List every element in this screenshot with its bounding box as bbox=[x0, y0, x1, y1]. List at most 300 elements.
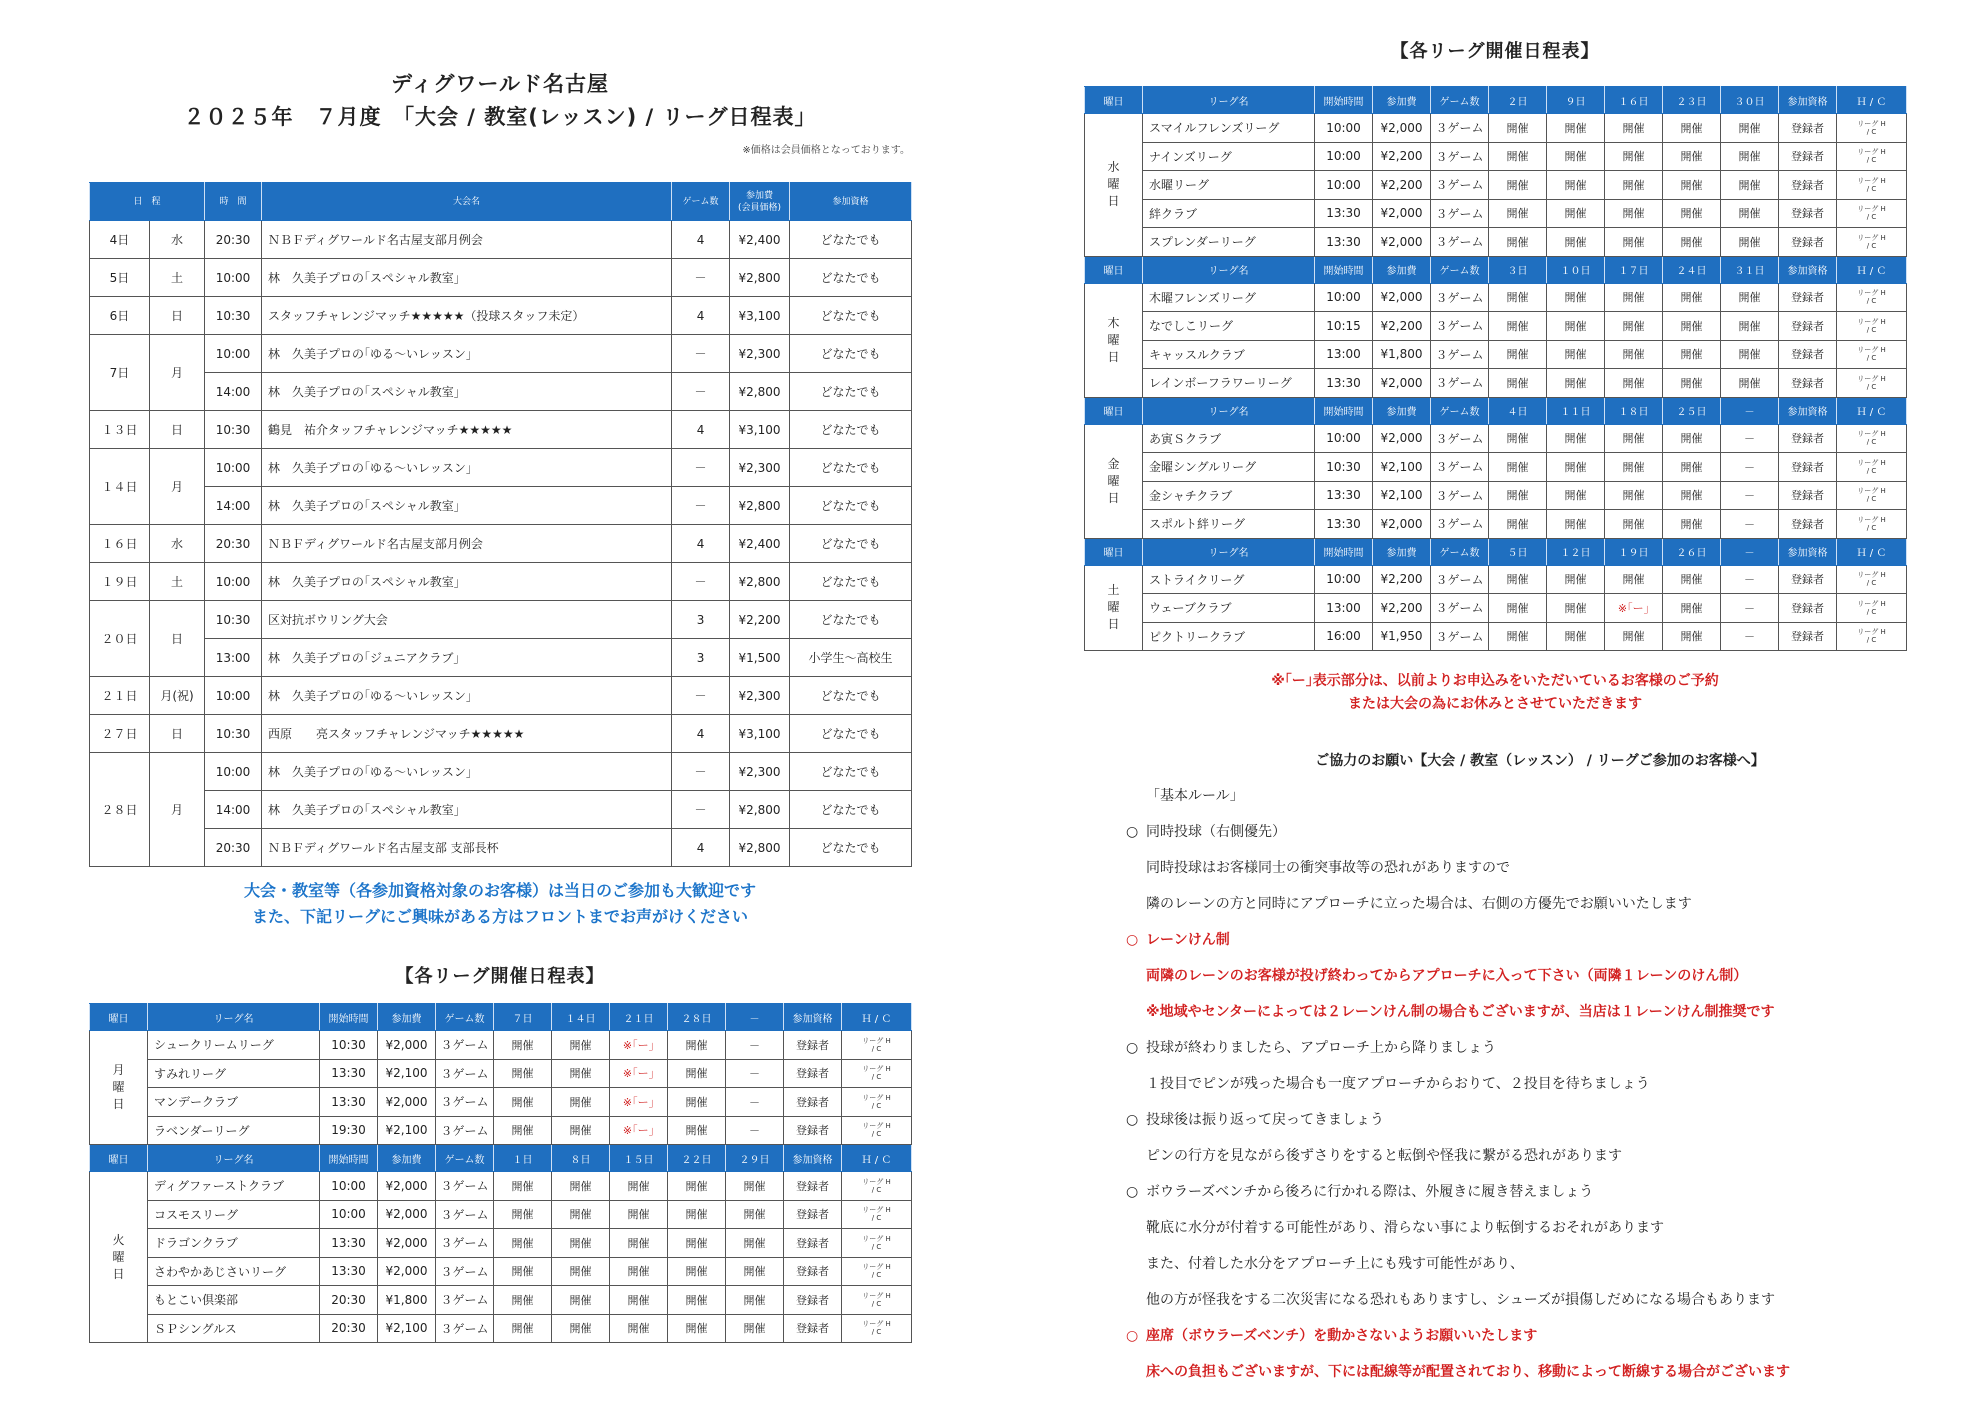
league-fee: ¥2,000 bbox=[378, 1088, 436, 1117]
league-hc: リーグ H / C bbox=[1837, 199, 1907, 228]
rule-text: 隣のレーンの方と同時にアプローチに立った場合は、右側の方優先でお願いいたします bbox=[1146, 896, 1692, 912]
league-date-status: 開催 bbox=[1547, 453, 1605, 482]
welcome-note bbox=[89, 878, 911, 930]
weekday-label: 火曜日 bbox=[112, 1232, 125, 1281]
page-title: ディグワールド名古屋 bbox=[391, 72, 609, 96]
circle-icon: ○ bbox=[1126, 1112, 1139, 1128]
league-date-status: 開催 bbox=[1489, 312, 1547, 341]
header-name: 大会名 bbox=[262, 183, 672, 221]
event-games: 4 bbox=[672, 297, 730, 335]
league-date-status: 開催 bbox=[1547, 283, 1605, 312]
league-date-status: 開催 bbox=[1489, 565, 1547, 594]
table-row bbox=[90, 753, 912, 791]
league-weekday bbox=[1085, 565, 1143, 651]
league-date-status: 開催 bbox=[1605, 565, 1663, 594]
league-date-status: 開催 bbox=[494, 1088, 552, 1117]
event-fee: ¥2,800 bbox=[730, 791, 790, 829]
league-games: ３ゲーム bbox=[436, 1116, 494, 1145]
event-games: 4 bbox=[672, 411, 730, 449]
league-fee: ¥2,000 bbox=[378, 1172, 436, 1201]
league-time: 13:30 bbox=[320, 1059, 378, 1088]
league-header-cell: 参加費 bbox=[378, 1145, 436, 1172]
league-header-cell: リーグ名 bbox=[1143, 538, 1315, 565]
league-date-status: － bbox=[726, 1059, 784, 1088]
league-date-status: 開催 bbox=[1721, 340, 1779, 369]
league-date-status: 開催 bbox=[1663, 171, 1721, 200]
league-section-title-right: 【各リーグ開催日程表】 bbox=[1390, 41, 1600, 62]
league-eligibility: 登録者 bbox=[784, 1088, 842, 1117]
event-fee: ¥2,300 bbox=[730, 753, 790, 791]
league-date-status: 開催 bbox=[494, 1286, 552, 1315]
league-time: 13:30 bbox=[1315, 199, 1373, 228]
weekday-label: 月曜日 bbox=[112, 1063, 125, 1111]
league-date-status: 開催 bbox=[1547, 312, 1605, 341]
league-date-status: 開催 bbox=[1605, 369, 1663, 398]
league-name: キャッスルクラブ bbox=[1143, 340, 1315, 369]
league-name: ピクトリークラブ bbox=[1143, 622, 1315, 651]
event-weekday: 水 bbox=[150, 221, 205, 259]
league-games: ３ゲーム bbox=[1431, 481, 1489, 510]
league-eligibility: 登録者 bbox=[1779, 594, 1837, 623]
league-games: ３ゲーム bbox=[1431, 424, 1489, 453]
event-header-row bbox=[90, 183, 912, 221]
rule-text: 「基本ルール」 bbox=[1146, 788, 1244, 804]
league-header-cell: Ｈ / Ｃ bbox=[1837, 397, 1907, 424]
league-header-cell: 開始時間 bbox=[1315, 538, 1373, 565]
league-header-cell: 参加資格 bbox=[1779, 538, 1837, 565]
league-date-status: 開催 bbox=[668, 1314, 726, 1343]
league-section-title-left: 【各リーグ開催日程表】 bbox=[395, 966, 605, 987]
league-date-status: 開催 bbox=[1489, 481, 1547, 510]
league-date-status: 開催 bbox=[1663, 283, 1721, 312]
league-fee: ¥2,000 bbox=[378, 1200, 436, 1229]
league-fee: ¥2,100 bbox=[378, 1116, 436, 1145]
league-date-status: － bbox=[1721, 453, 1779, 482]
event-games: 4 bbox=[672, 715, 730, 753]
table-row bbox=[1085, 142, 1907, 171]
table-row bbox=[90, 1172, 912, 1201]
event-name: 林 久美子プロの｢ゆる〜いレッスン｣ bbox=[262, 335, 672, 373]
league-time: 10:00 bbox=[320, 1172, 378, 1201]
league-eligibility: 登録者 bbox=[1779, 228, 1837, 257]
event-date: １４日 bbox=[90, 449, 150, 525]
league-date-status: 開催 bbox=[1663, 199, 1721, 228]
league-header-cell: ３０日 bbox=[1721, 87, 1779, 114]
rule-line bbox=[1100, 1174, 1940, 1210]
league-header-row bbox=[90, 1145, 912, 1172]
table-row bbox=[90, 411, 912, 449]
event-weekday: 月 bbox=[150, 753, 205, 867]
league-header-cell: 曜日 bbox=[90, 1145, 148, 1172]
event-eligibility: どなたでも bbox=[790, 373, 912, 411]
table-row bbox=[1085, 228, 1907, 257]
league-header-cell: 参加資格 bbox=[1779, 397, 1837, 424]
league-header-cell: 参加資格 bbox=[784, 1145, 842, 1172]
circle-icon: ○ bbox=[1126, 1328, 1139, 1344]
table-row bbox=[90, 1116, 912, 1145]
league-games: ３ゲーム bbox=[436, 1200, 494, 1229]
price-note: ※価格は会員価格となっております。 bbox=[742, 145, 910, 156]
event-fee: ¥2,800 bbox=[730, 563, 790, 601]
league-date-status: 開催 bbox=[1663, 622, 1721, 651]
league-games: ３ゲーム bbox=[1431, 283, 1489, 312]
league-date-status: 開催 bbox=[726, 1286, 784, 1315]
event-time: 10:00 bbox=[205, 753, 262, 791]
league-header-cell: － bbox=[1721, 538, 1779, 565]
event-weekday: 月 bbox=[150, 335, 205, 411]
league-header-cell: １５日 bbox=[610, 1145, 668, 1172]
rule-line bbox=[1100, 1210, 1940, 1246]
league-header-cell: 曜日 bbox=[1085, 87, 1143, 114]
league-time: 10:00 bbox=[1315, 424, 1373, 453]
league-date-status: 開催 bbox=[494, 1257, 552, 1286]
event-eligibility: どなたでも bbox=[790, 525, 912, 563]
league-header-cell: １４日 bbox=[552, 1004, 610, 1031]
event-date: １３日 bbox=[90, 411, 150, 449]
league-date-status: 開催 bbox=[1721, 114, 1779, 143]
rule-line bbox=[1100, 1066, 1940, 1102]
event-time: 10:30 bbox=[205, 411, 262, 449]
league-date-status: 開催 bbox=[1489, 594, 1547, 623]
league-date-status: 開催 bbox=[1489, 114, 1547, 143]
league-time: 10:00 bbox=[1315, 142, 1373, 171]
league-date-status: － bbox=[726, 1088, 784, 1117]
league-header-row bbox=[1085, 538, 1907, 565]
rule-text: ピンの行方を見ながら後ずさりをすると転倒や怪我に繋がる恐れがあります bbox=[1146, 1148, 1622, 1164]
league-date-status: 開催 bbox=[552, 1088, 610, 1117]
league-time: 13:30 bbox=[1315, 510, 1373, 539]
table-row bbox=[1085, 171, 1907, 200]
league-date-status: ※｢ー｣ bbox=[610, 1059, 668, 1088]
league-time: 10:00 bbox=[1315, 565, 1373, 594]
league-name: ラベンダーリーグ bbox=[148, 1116, 320, 1145]
event-eligibility: どなたでも bbox=[790, 753, 912, 791]
league-games: ３ゲーム bbox=[1431, 369, 1489, 398]
league-fee: ¥2,000 bbox=[1373, 424, 1431, 453]
league-date-status: 開催 bbox=[1489, 199, 1547, 228]
welcome-note-line1: 大会・教室等（各参加資格対象のお客様）は当日のご参加も大歓迎です bbox=[243, 881, 756, 900]
league-hc: リーグ H / C bbox=[842, 1257, 912, 1286]
league-fee: ¥2,100 bbox=[378, 1059, 436, 1088]
league-date-status: 開催 bbox=[1547, 142, 1605, 171]
league-date-status: 開催 bbox=[610, 1200, 668, 1229]
league-fee: ¥2,000 bbox=[1373, 283, 1431, 312]
league-eligibility: 登録者 bbox=[1779, 622, 1837, 651]
league-header-cell: ゲーム数 bbox=[436, 1145, 494, 1172]
league-date-status: 開催 bbox=[552, 1200, 610, 1229]
league-date-status: 開催 bbox=[1489, 228, 1547, 257]
league-header-cell: ５日 bbox=[1489, 538, 1547, 565]
league-weekday bbox=[1085, 424, 1143, 538]
league-games: ３ゲーム bbox=[1431, 142, 1489, 171]
league-date-status: 開催 bbox=[552, 1229, 610, 1258]
league-hc: リーグ H / C bbox=[1837, 481, 1907, 510]
event-date: ２８日 bbox=[90, 753, 150, 867]
event-name: スタッフチャレンジマッチ★★★★★（投球スタッフ未定） bbox=[262, 297, 672, 335]
league-fee: ¥2,000 bbox=[378, 1031, 436, 1060]
league-header-cell: リーグ名 bbox=[1143, 87, 1315, 114]
league-header-row bbox=[90, 1004, 912, 1031]
league-date-status: 開催 bbox=[1489, 453, 1547, 482]
rule-line bbox=[1100, 1102, 1940, 1138]
rule-text: 座席（ボウラーズベンチ）を動かさないようお願いいたします bbox=[1146, 1328, 1538, 1344]
league-header-cell: Ｈ / Ｃ bbox=[1837, 538, 1907, 565]
league-date-status: 開催 bbox=[1663, 481, 1721, 510]
league-date-status: 開催 bbox=[610, 1257, 668, 1286]
circle-icon: ○ bbox=[1126, 932, 1139, 948]
event-eligibility: どなたでも bbox=[790, 829, 912, 867]
league-eligibility: 登録者 bbox=[1779, 453, 1837, 482]
rule-line bbox=[1100, 814, 1940, 850]
event-time: 10:00 bbox=[205, 563, 262, 601]
rule-text: 同時投球はお客様同士の衝突事故等の恐れがありますので bbox=[1146, 860, 1510, 876]
league-date-status: 開催 bbox=[1547, 340, 1605, 369]
event-time: 10:30 bbox=[205, 601, 262, 639]
league-header-cell: 曜日 bbox=[1085, 256, 1143, 283]
league-name: シュークリームリーグ bbox=[148, 1031, 320, 1060]
league-fee: ¥1,800 bbox=[1373, 340, 1431, 369]
league-eligibility: 登録者 bbox=[1779, 312, 1837, 341]
league-header-cell: ２８日 bbox=[668, 1004, 726, 1031]
table-row bbox=[90, 677, 912, 715]
event-fee: ¥1,500 bbox=[730, 639, 790, 677]
league-fee: ¥2,200 bbox=[1373, 565, 1431, 594]
rule-text: 他の方が怪我をする二次災害になる恐れもありますし、シューズが損傷しだめになる場合もあります bbox=[1146, 1292, 1776, 1308]
header-fee-line1: 参加費 bbox=[746, 190, 774, 201]
league-eligibility: 登録者 bbox=[1779, 340, 1837, 369]
event-weekday: 土 bbox=[150, 259, 205, 297]
league-date-status: ※｢ー｣ bbox=[610, 1031, 668, 1060]
table-row bbox=[1085, 622, 1907, 651]
rule-text: レーンけん制 bbox=[1146, 932, 1230, 948]
league-date-status: 開催 bbox=[668, 1059, 726, 1088]
league-time: 10:15 bbox=[1315, 312, 1373, 341]
table-row bbox=[1085, 114, 1907, 143]
league-hc: リーグ H / C bbox=[842, 1200, 912, 1229]
event-date: １６日 bbox=[90, 525, 150, 563]
league-header-cell: 開始時間 bbox=[1315, 87, 1373, 114]
league-eligibility: 登録者 bbox=[784, 1172, 842, 1201]
rule-text: 投球が終わりましたら、アプローチ上から降りましょう bbox=[1146, 1040, 1496, 1056]
rule-line bbox=[1100, 1282, 1940, 1318]
league-header-cell: リーグ名 bbox=[148, 1004, 320, 1031]
event-time: 20:30 bbox=[205, 525, 262, 563]
league-date-status: 開催 bbox=[1663, 594, 1721, 623]
league-hc: リーグ H / C bbox=[1837, 594, 1907, 623]
league-header-row bbox=[1085, 256, 1907, 283]
event-fee: ¥2,800 bbox=[730, 829, 790, 867]
league-hc: リーグ H / C bbox=[1837, 312, 1907, 341]
league-fee: ¥2,100 bbox=[1373, 481, 1431, 510]
league-name: ウェーブクラブ bbox=[1143, 594, 1315, 623]
event-name: 林 久美子プロの｢ジュニアクラブ｣ bbox=[262, 639, 672, 677]
league-header-cell: ゲーム数 bbox=[1431, 538, 1489, 565]
league-fee: ¥2,100 bbox=[1373, 453, 1431, 482]
league-date-status: 開催 bbox=[668, 1031, 726, 1060]
league-time: 10:00 bbox=[1315, 171, 1373, 200]
league-header-cell: 曜日 bbox=[90, 1004, 148, 1031]
event-name: 林 久美子プロの｢スペシャル教室｣ bbox=[262, 487, 672, 525]
event-eligibility: どなたでも bbox=[790, 411, 912, 449]
league-hc: リーグ H / C bbox=[1837, 622, 1907, 651]
league-date-status: 開催 bbox=[1663, 142, 1721, 171]
event-fee: ¥3,100 bbox=[730, 715, 790, 753]
league-fee: ¥2,200 bbox=[1373, 171, 1431, 200]
weekday-label: 木曜日 bbox=[1107, 315, 1120, 364]
event-games: － bbox=[672, 373, 730, 411]
league-name: なでしこリーグ bbox=[1143, 312, 1315, 341]
league-date-status: － bbox=[726, 1031, 784, 1060]
event-eligibility: どなたでも bbox=[790, 677, 912, 715]
league-date-status: 開催 bbox=[1721, 369, 1779, 398]
league-date-status: 開催 bbox=[1605, 481, 1663, 510]
league-header-cell: ８日 bbox=[552, 1145, 610, 1172]
league-date-status: 開催 bbox=[494, 1314, 552, 1343]
league-header-cell: １７日 bbox=[1605, 256, 1663, 283]
league-header-cell: ２４日 bbox=[1663, 256, 1721, 283]
league-header-cell: ゲーム数 bbox=[1431, 397, 1489, 424]
league-time: 20:30 bbox=[320, 1314, 378, 1343]
event-time: 10:00 bbox=[205, 335, 262, 373]
table-row bbox=[1085, 340, 1907, 369]
league-header-cell: ４日 bbox=[1489, 397, 1547, 424]
rule-line bbox=[1100, 958, 1940, 994]
event-schedule-table bbox=[89, 182, 912, 867]
league-date-status: 開催 bbox=[668, 1200, 726, 1229]
table-row bbox=[90, 297, 912, 335]
league-date-status: 開催 bbox=[1663, 369, 1721, 398]
circle-icon: ○ bbox=[1126, 1184, 1139, 1200]
league-date-status: 開催 bbox=[610, 1172, 668, 1201]
league-header-cell: ２６日 bbox=[1663, 538, 1721, 565]
league-time: 20:30 bbox=[320, 1286, 378, 1315]
event-weekday: 月(祝) bbox=[150, 677, 205, 715]
header-time: 時 間 bbox=[205, 183, 262, 221]
event-time: 10:30 bbox=[205, 297, 262, 335]
closure-note-line1: ※｢ー｣表示部分は、以前よりお申込みをいただいているお客様のご予約 bbox=[1271, 673, 1719, 689]
league-date-status: 開催 bbox=[1605, 114, 1663, 143]
league-date-status: 開催 bbox=[1605, 340, 1663, 369]
league-header-cell: 曜日 bbox=[1085, 397, 1143, 424]
cooperation-title: ご協力のお願い【大会 / 教室（レッスン） / リーグご参加のお客様へ】 bbox=[1315, 753, 1765, 769]
league-header-cell: １１日 bbox=[1547, 397, 1605, 424]
league-eligibility: 登録者 bbox=[784, 1286, 842, 1315]
league-time: 13:30 bbox=[1315, 369, 1373, 398]
league-date-status: 開催 bbox=[552, 1314, 610, 1343]
league-date-status: 開催 bbox=[668, 1172, 726, 1201]
rule-text: また、付着した水分をアプローチ上にも残す可能性があり、 bbox=[1146, 1256, 1524, 1272]
league-header-cell: 参加費 bbox=[1373, 87, 1431, 114]
table-row bbox=[1085, 369, 1907, 398]
league-date-status: 開催 bbox=[1663, 424, 1721, 453]
league-date-status: 開催 bbox=[610, 1314, 668, 1343]
league-weekday bbox=[90, 1031, 148, 1145]
league-eligibility: 登録者 bbox=[1779, 114, 1837, 143]
league-hc: リーグ H / C bbox=[1837, 453, 1907, 482]
league-header-cell: － bbox=[1721, 397, 1779, 424]
event-games: 3 bbox=[672, 601, 730, 639]
league-eligibility: 登録者 bbox=[784, 1314, 842, 1343]
rule-text: 靴底に水分が付着する可能性があり、滑らない事により転倒するおそれがあります bbox=[1146, 1220, 1664, 1236]
event-weekday: 日 bbox=[150, 715, 205, 753]
rule-line bbox=[1100, 994, 1940, 1030]
header-fee bbox=[730, 183, 790, 221]
event-eligibility: どなたでも bbox=[790, 563, 912, 601]
league-eligibility: 登録者 bbox=[784, 1257, 842, 1286]
league-date-status: － bbox=[1721, 594, 1779, 623]
league-games: ３ゲーム bbox=[1431, 228, 1489, 257]
event-date: ２０日 bbox=[90, 601, 150, 677]
league-header-cell: 参加費 bbox=[378, 1004, 436, 1031]
table-row bbox=[90, 487, 912, 525]
league-date-status: 開催 bbox=[552, 1286, 610, 1315]
event-time: 10:00 bbox=[205, 449, 262, 487]
table-row bbox=[90, 1286, 912, 1315]
league-date-status: 開催 bbox=[1547, 114, 1605, 143]
league-games: ３ゲーム bbox=[1431, 510, 1489, 539]
league-hc: リーグ H / C bbox=[842, 1116, 912, 1145]
league-header-cell: 曜日 bbox=[1085, 538, 1143, 565]
event-games: 4 bbox=[672, 829, 730, 867]
league-date-status: ※｢ー｣ bbox=[610, 1116, 668, 1145]
league-name: 水曜リーグ bbox=[1143, 171, 1315, 200]
event-eligibility: どなたでも bbox=[790, 487, 912, 525]
league-weekday bbox=[90, 1172, 148, 1343]
league-header-cell: 参加費 bbox=[1373, 397, 1431, 424]
league-header-cell: １日 bbox=[494, 1145, 552, 1172]
league-date-status: 開催 bbox=[1663, 565, 1721, 594]
event-eligibility: どなたでも bbox=[790, 601, 912, 639]
league-hc: リーグ H / C bbox=[1837, 424, 1907, 453]
rule-text: １投目でピンが残った場合も一度アプローチからおりて、２投目を待ちましょう bbox=[1146, 1076, 1650, 1092]
league-hc: リーグ H / C bbox=[842, 1229, 912, 1258]
league-time: 10:30 bbox=[320, 1031, 378, 1060]
league-hc: リーグ H / C bbox=[842, 1172, 912, 1201]
league-date-status: 開催 bbox=[1721, 142, 1779, 171]
league-header-cell: ３１日 bbox=[1721, 256, 1779, 283]
league-name: すみれリーグ bbox=[148, 1059, 320, 1088]
league-fee: ¥2,200 bbox=[1373, 312, 1431, 341]
league-header-cell: リーグ名 bbox=[148, 1145, 320, 1172]
league-games: ３ゲーム bbox=[436, 1088, 494, 1117]
league-date-status: 開催 bbox=[1721, 283, 1779, 312]
table-row bbox=[1085, 312, 1907, 341]
league-header-cell: ７日 bbox=[494, 1004, 552, 1031]
event-fee: ¥2,400 bbox=[730, 221, 790, 259]
league-fee: ¥2,000 bbox=[1373, 199, 1431, 228]
table-row bbox=[90, 829, 912, 867]
league-games: ３ゲーム bbox=[436, 1229, 494, 1258]
league-eligibility: 登録者 bbox=[1779, 283, 1837, 312]
league-fee: ¥2,000 bbox=[378, 1257, 436, 1286]
league-fee: ¥2,200 bbox=[1373, 594, 1431, 623]
league-date-status: 開催 bbox=[610, 1286, 668, 1315]
event-fee: ¥2,800 bbox=[730, 259, 790, 297]
league-fee: ¥2,200 bbox=[1373, 142, 1431, 171]
league-name: 金曜シングルリーグ bbox=[1143, 453, 1315, 482]
event-name: ＮＢＦディグワールド名古屋支部月例会 bbox=[262, 221, 672, 259]
league-date-status: 開催 bbox=[1489, 424, 1547, 453]
league-header-cell: 参加費 bbox=[1373, 538, 1431, 565]
event-fee: ¥2,200 bbox=[730, 601, 790, 639]
table-row bbox=[90, 1257, 912, 1286]
league-eligibility: 登録者 bbox=[784, 1116, 842, 1145]
league-time: 10:30 bbox=[1315, 453, 1373, 482]
table-row bbox=[1085, 424, 1907, 453]
league-header-cell: Ｈ / Ｃ bbox=[842, 1145, 912, 1172]
league-time: 13:30 bbox=[320, 1088, 378, 1117]
rule-line bbox=[1100, 1138, 1940, 1174]
